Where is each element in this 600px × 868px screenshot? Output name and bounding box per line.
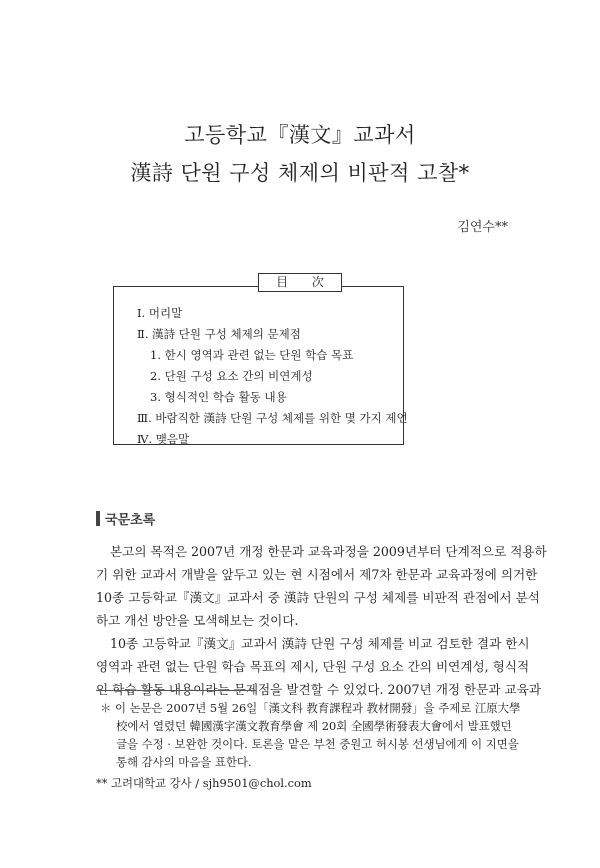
abstract-heading	[96, 509, 155, 528]
abstract-line: 본고의 목적은 2007년 개정 한문과 교육과정을 2009년부터 단계적으로 적용하	[110, 544, 547, 559]
abstract-line: 인 학습 활동 내용이라는 문제점을 발견할 수 있었다. 2007년 개정 한문과 교육과	[96, 682, 542, 697]
abstract-line: 영역과 관련 없는 단원 학습 목표의 제시, 단원 구성 요소 간의 비연계성, 형식적	[96, 659, 530, 674]
footnote-line: ** 고려대학교 강사 / sjh9501@chol.com	[96, 776, 312, 790]
abstract-line: 기 위한 교과서 개발을 앞두고 있는 현 시점에서 제7차 한문과 교육과정에 의거한	[96, 567, 538, 582]
footnote-line: 통해 감사의 마음을 표한다.	[116, 755, 252, 769]
abstract-heading-text: 국문초록	[105, 513, 156, 528]
author-name: 김연수**	[457, 220, 508, 235]
title-line-1: 고등학교『漢文』교과서	[184, 123, 416, 147]
footnote-line: 校에서 열렸던 韓國漢字漢文教育學會 제 20회 全國學術發表大會에서 발표했던	[116, 719, 512, 733]
toc-item: 2. 단원 구성 요소 간의 비연계성	[150, 369, 313, 383]
toc-item: Ⅱ. 漢詩 단원 구성 체제의 문제점	[137, 327, 301, 341]
toc-item: Ⅰ. 머리말	[137, 306, 183, 320]
toc-item: 1. 한시 영역과 관련 없는 단원 학습 목표	[150, 348, 354, 362]
footnote-line: ＊ 이 논문은 2007년 5월 26일「漢文科 教育課程과 教材開發」을 주제로 江原大學	[100, 701, 521, 715]
abstract-line: 하고 개선 방안을 모색해보는 것이다.	[96, 613, 299, 628]
footnote-line: 글을 수정 · 보완한 것이다. 토론을 맡은 부천 중원고 허시봉 선생님에게 이 지면을	[116, 737, 519, 751]
heading-bar	[96, 511, 100, 526]
toc-item: 3. 형식적인 학습 활동 내용	[150, 390, 287, 404]
abstract-line: 10종 고등학교『漢文』교과서 중 漢詩 단원의 구성 체제를 비판적 관점에서 분석	[96, 590, 540, 605]
toc-label: 目 次	[258, 273, 342, 292]
toc-item: Ⅳ. 맺음말	[137, 432, 190, 446]
abstract-line: 10종 고등학교『漢文』교과서 漢詩 단원 구성 체제를 비교 검토한 결과 한시	[110, 636, 530, 651]
toc-item: Ⅲ. 바람직한 漢詩 단원 구성 체제를 위한 몇 가지 제언	[137, 411, 408, 425]
footnote-divider	[96, 690, 256, 691]
title-line-2: 漢詩 단원 구성 체제의 비판적 고찰*	[130, 161, 470, 185]
